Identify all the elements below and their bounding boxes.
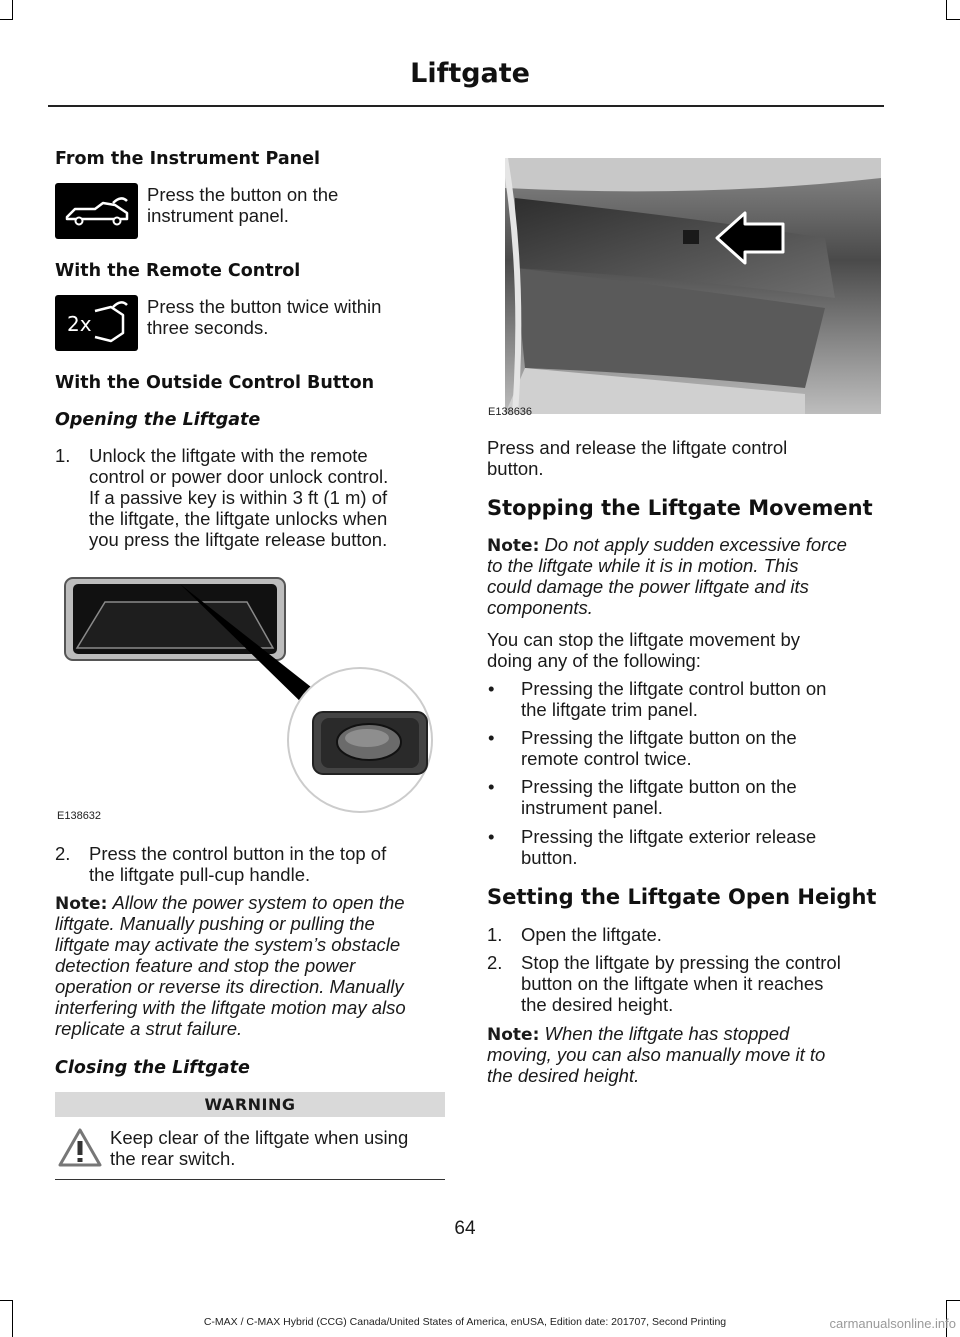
bullet-marker: • <box>488 727 495 748</box>
press-text-line: Press and release the liftgate control <box>487 437 788 458</box>
heading-closing-liftgate: Closing the Liftgate <box>55 1058 250 1078</box>
crop-mark <box>946 19 960 20</box>
warning-divider <box>55 1179 445 1180</box>
note-text: Allow the power system to open the <box>112 892 405 913</box>
bullet-marker: • <box>488 776 495 797</box>
step1-line: you press the liftgate release button. <box>89 529 388 550</box>
figure-label: E138636 <box>488 406 533 418</box>
warning-title: WARNING <box>55 1092 445 1117</box>
note-line: liftgate may activate the system’s obstacle <box>55 934 401 955</box>
note-text: Do not apply sudden excessive force <box>544 534 847 555</box>
heading-opening-liftgate: Opening the Liftgate <box>55 410 261 430</box>
note-line: to the liftgate while it is in motion. This <box>487 555 799 576</box>
watermark: carmanualsonline.info <box>829 1316 956 1331</box>
step-number: 1. <box>55 445 71 466</box>
warning-triangle-icon <box>57 1127 103 1169</box>
note-text: When the liftgate has stopped <box>544 1023 790 1044</box>
set-step2-line: the desired height. <box>521 994 674 1015</box>
title-divider <box>48 105 884 107</box>
crop-mark <box>12 0 13 20</box>
figure-label: E138632 <box>57 810 102 822</box>
remote-liftgate-button-icon <box>55 295 138 351</box>
note-label: Note: <box>487 1025 540 1045</box>
note-line <box>487 534 847 557</box>
warning-text-line: the rear switch. <box>110 1148 236 1169</box>
heading-remote-control: With the Remote Control <box>55 261 301 281</box>
liftgate-interior-illustration <box>505 158 881 414</box>
note-line: operation or reverse its direction. Manually <box>55 976 404 997</box>
note-line: liftgate. Manually pushing or pulling the <box>55 913 375 934</box>
page-title: Liftgate <box>410 58 530 89</box>
heading-outside-control: With the Outside Control Button <box>55 373 375 393</box>
set-step1-line: Open the liftgate. <box>521 924 662 945</box>
bullet-marker: • <box>488 678 495 699</box>
pull-cup-handle-illustration <box>55 570 445 825</box>
note-line: replicate a strut failure. <box>55 1018 243 1039</box>
crop-mark <box>0 19 13 20</box>
step1-line: the liftgate, the liftgate unlocks when <box>89 508 388 529</box>
press-text-line: button. <box>487 458 544 479</box>
note-line <box>55 892 405 915</box>
bullet-line: Pressing the liftgate exterior release <box>521 826 817 847</box>
stop-intro-line: doing any of the following: <box>487 650 701 671</box>
crop-mark <box>0 1300 13 1301</box>
bullet-line: the liftgate trim panel. <box>521 699 698 720</box>
page-number: 64 <box>454 1218 476 1239</box>
note-line: the desired height. <box>487 1065 640 1086</box>
heading-instrument-panel: From the Instrument Panel <box>55 149 320 169</box>
step-number: 1. <box>487 924 503 945</box>
bullet-line: remote control twice. <box>521 748 692 769</box>
stop-intro-line: You can stop the liftgate movement by <box>487 629 800 650</box>
bullet-line: instrument panel. <box>521 797 663 818</box>
step-number: 2. <box>487 952 503 973</box>
step2-line: the liftgate pull-cup handle. <box>89 864 311 885</box>
note-line <box>487 1023 789 1046</box>
note-line: components. <box>487 597 593 618</box>
remote-text-line: Press the button twice within <box>147 296 382 317</box>
liftgate-instrument-button-icon <box>55 183 138 239</box>
note-line: moving, you can also manually move it to <box>487 1044 826 1065</box>
remote-text-line: three seconds. <box>147 317 269 338</box>
bullet-line: button. <box>521 847 578 868</box>
note-line: could damage the power liftgate and its <box>487 576 809 597</box>
step-number: 2. <box>55 843 71 864</box>
note-label: Note: <box>487 536 540 556</box>
remote-icon-label: 2x <box>67 312 92 336</box>
heading-stopping-movement: Stopping the Liftgate Movement <box>487 496 873 520</box>
step1-line: Unlock the liftgate with the remote <box>89 445 368 466</box>
step2-line: Press the control button in the top of <box>89 843 387 864</box>
note-label: Note: <box>55 894 108 914</box>
heading-setting-open-height: Setting the Liftgate Open Height <box>487 885 877 909</box>
set-step2-line: button on the liftgate when it reaches <box>521 973 824 994</box>
bullet-marker: • <box>488 826 495 847</box>
bullet-line: Pressing the liftgate button on the <box>521 727 797 748</box>
bullet-line: Pressing the liftgate button on the <box>521 776 797 797</box>
bullet-line: Pressing the liftgate control button on <box>521 678 827 699</box>
instrument-text-line: Press the button on the <box>147 184 339 205</box>
note-line: interfering with the liftgate motion may also <box>55 997 406 1018</box>
crop-mark <box>946 0 947 20</box>
instrument-text-line: instrument panel. <box>147 205 289 226</box>
step1-line: control or power door unlock control. <box>89 466 389 487</box>
warning-text-line: Keep clear of the liftgate when using <box>110 1127 409 1148</box>
step1-line: If a passive key is within 3 ft (1 m) of <box>89 487 388 508</box>
note-line: detection feature and stop the power <box>55 955 356 976</box>
crop-mark <box>946 1300 960 1301</box>
edition-line: C-MAX / C-MAX Hybrid (CCG) Canada/United States of America, enUSA, Edition date: 201707, Second Printing <box>203 1316 727 1328</box>
set-step2-line: Stop the liftgate by pressing the control <box>521 952 841 973</box>
